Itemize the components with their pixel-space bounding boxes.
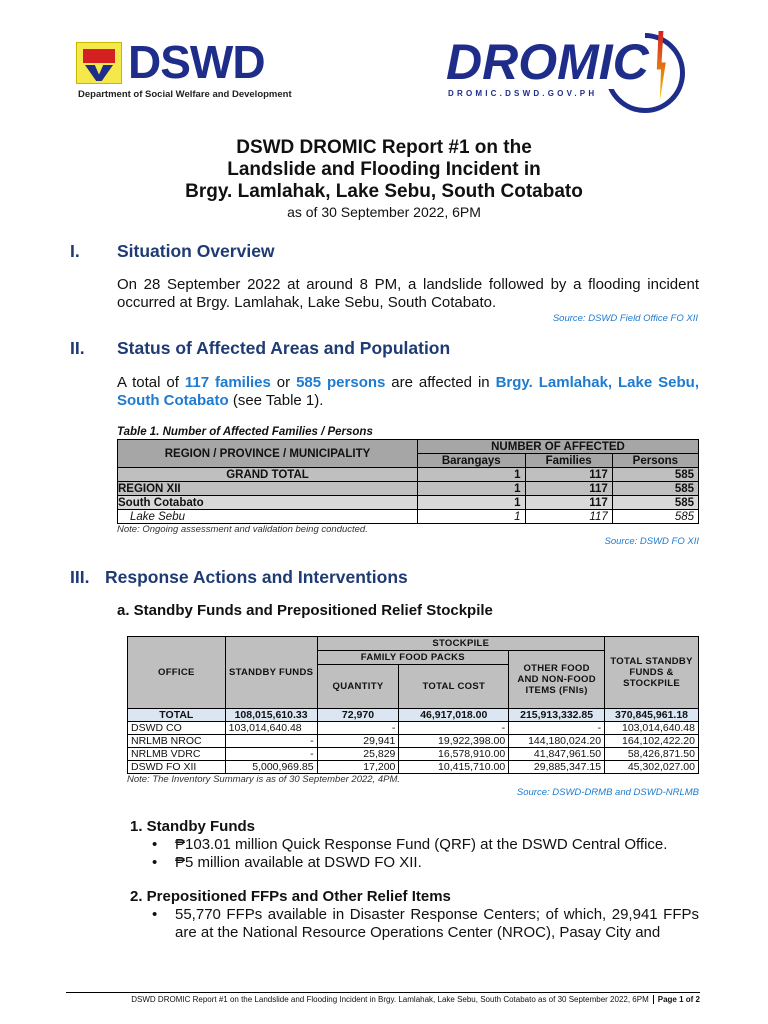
report-title-line3: Brgy. Lamlahak, Lake Sebu, South Cotabato [185, 181, 583, 202]
cell: DSWD FO XII [128, 761, 226, 774]
affected-place: Brgy. Lamlahak, Lake Sebu, South Cotabato [117, 374, 699, 409]
cell: GRAND TOTAL [118, 468, 418, 482]
text: A total of [117, 374, 185, 391]
cell: Lake Sebu [118, 510, 418, 524]
standby-funds-list [150, 836, 699, 872]
cell: - [509, 722, 605, 735]
footer [131, 995, 700, 1005]
table-row [128, 748, 699, 761]
stockpile-note: Note: The Inventory Summary is as of 30 September 2022, 4PM. [127, 774, 400, 785]
cell: 1 [418, 482, 526, 496]
dswd-emblem-icon [76, 42, 122, 84]
item-1-heading: 1. Standby Funds [130, 818, 256, 835]
cell: 5,000,969.85 [225, 761, 317, 774]
cell: 144,180,024.20 [509, 735, 605, 748]
section-2-number: II. [70, 338, 85, 358]
cell: 1 [418, 510, 526, 524]
table-row [118, 468, 699, 482]
cell: South Cotabato [118, 496, 418, 510]
cell: 215,913,332.85 [509, 709, 605, 722]
cell: 29,941 [317, 735, 399, 748]
col-standby: STANDBY FUNDS [225, 637, 317, 709]
text: are affected in [385, 374, 496, 391]
table-row [128, 761, 699, 774]
col-cost: TOTAL COST [399, 665, 509, 709]
section-1-number: I. [70, 241, 80, 261]
section-3-heading: Response Actions and Interventions [105, 567, 408, 587]
table-1-caption: Table 1. Number of Affected Families / Persons [117, 426, 373, 438]
cell: 585 [612, 496, 698, 510]
situation-source: Source: DSWD Field Office FO XII [552, 313, 698, 324]
cell: NRLMB VDRC [128, 748, 226, 761]
cell: 585 [612, 482, 698, 496]
dswd-logo [76, 36, 296, 100]
cell: 1 [418, 496, 526, 510]
cell: 16,578,910.00 [399, 748, 509, 761]
cell: 45,302,027.00 [605, 761, 699, 774]
section-2-heading: Status of Affected Areas and Population [117, 338, 451, 358]
table-row [128, 722, 699, 735]
cell: - [317, 722, 399, 735]
affected-summary [117, 374, 699, 410]
col-total: TOTAL STANDBY FUNDS & STOCKPILE [605, 637, 699, 709]
cell: 10,415,710.00 [399, 761, 509, 774]
table-row [128, 735, 699, 748]
col-barangays: Barangays [418, 454, 526, 468]
cell: 108,015,610.33 [225, 709, 317, 722]
table-row [118, 496, 699, 510]
col-other: OTHER FOOD AND NON-FOOD ITEMS (FNIs) [509, 651, 605, 709]
cell: DSWD CO [128, 722, 226, 735]
cell: 585 [612, 510, 698, 524]
cell: 29,885,347.15 [509, 761, 605, 774]
item-2-heading: 2. Prepositioned FFPs and Other Relief Items [130, 888, 451, 905]
stockpile-table [127, 636, 699, 774]
cell: 103,014,640.48 [605, 722, 699, 735]
cell: 72,970 [317, 709, 399, 722]
cell: - [225, 735, 317, 748]
cell: - [225, 748, 317, 761]
section-3-number: III. [70, 567, 90, 587]
list-item: • ₱103.01 million Quick Response Fund (QRF) at the DSWD Central Office. [150, 836, 699, 854]
cell: 58,426,871.50 [605, 748, 699, 761]
dromic-url: DROMIC.DSWD.GOV.PH [448, 89, 598, 98]
report-title-line2: Landslide and Flooding Incident in [227, 159, 541, 180]
cell: TOTAL [128, 709, 226, 722]
report-date: as of 30 September 2022, 6PM [287, 204, 481, 220]
stockpile-block [127, 636, 699, 942]
col-persons: Persons [612, 454, 698, 468]
col-families: Families [525, 454, 612, 468]
dromic-logo [440, 25, 700, 110]
dswd-logo-text: DSWD [128, 36, 265, 88]
col-region: REGION / PROVINCE / MUNICIPALITY [118, 440, 418, 468]
cell: 370,845,961.18 [605, 709, 699, 722]
relief-items-list [150, 906, 699, 942]
cell: 117 [525, 482, 612, 496]
cell: 46,917,018.00 [399, 709, 509, 722]
cell: 41,847,961.50 [509, 748, 605, 761]
cell: 103,014,640.48 [225, 722, 317, 735]
col-quantity: QUANTITY [317, 665, 399, 709]
cell: 117 [525, 496, 612, 510]
subsection-a-heading: a. Standby Funds and Prepositioned Relief Stockpile [117, 602, 493, 619]
col-office: OFFICE [128, 637, 226, 709]
table-1-source: Source: DSWD FO XII [604, 536, 699, 547]
families-count: 117 families [184, 374, 271, 391]
table-1-note: Note: Ongoing assessment and validation being conducted. [117, 524, 368, 535]
list-item: • ₱5 million available at DSWD FO XII. [150, 854, 699, 872]
cell: - [399, 722, 509, 735]
table-row-total [128, 709, 699, 722]
cell: REGION XII [118, 482, 418, 496]
cell: 1 [418, 468, 526, 482]
cell: 164,102,422.20 [605, 735, 699, 748]
cell: 117 [525, 510, 612, 524]
stockpile-source: Source: DSWD-DRMB and DSWD-NRLMB [516, 787, 699, 798]
page-number: Page 1 of 2 [657, 995, 700, 1004]
footer-divider [66, 992, 700, 993]
text: (see Table 1). [228, 392, 324, 409]
col-stockpile: STOCKPILE [317, 637, 605, 651]
report-title-line1: DSWD DROMIC Report #1 on the [236, 137, 532, 158]
cell: NRLMB NROC [128, 735, 226, 748]
cell: 17,200 [317, 761, 399, 774]
table-1-block [117, 425, 699, 547]
list-item: • 55,770 FFPs available in Disaster Response Centers; of which, 29,941 FFPs are at the National Resource Operations Center (NROC), Pasay City and [150, 906, 699, 942]
dromic-logo-text: DROMIC [446, 34, 649, 90]
table-row [118, 482, 699, 496]
col-affected: NUMBER OF AFFECTED [418, 440, 699, 454]
text: or [270, 374, 297, 391]
affected-table [117, 439, 699, 524]
situation-text: On 28 September 2022 at around 8 PM, a landslide followed by a flooding incident occurred at Brgy. Lamlahak, Lake Sebu, South Cotabato. [117, 276, 699, 311]
section-1-heading: Situation Overview [117, 241, 275, 261]
persons-count: 585 persons [296, 374, 386, 391]
table-row [118, 510, 699, 524]
dswd-subtitle: Department of Social Welfare and Development [78, 89, 292, 100]
cell: 585 [612, 468, 698, 482]
cell: 19,922,398.00 [399, 735, 509, 748]
cell: 117 [525, 468, 612, 482]
col-ffp: FAMILY FOOD PACKS [317, 651, 509, 665]
cell: 25,829 [317, 748, 399, 761]
footer-text: DSWD DROMIC Report #1 on the Landslide and Flooding Incident in Brgy. Lamlahak, Lake Sebu, South Cotabato as of 30 September 2022, 6PM [131, 995, 649, 1004]
